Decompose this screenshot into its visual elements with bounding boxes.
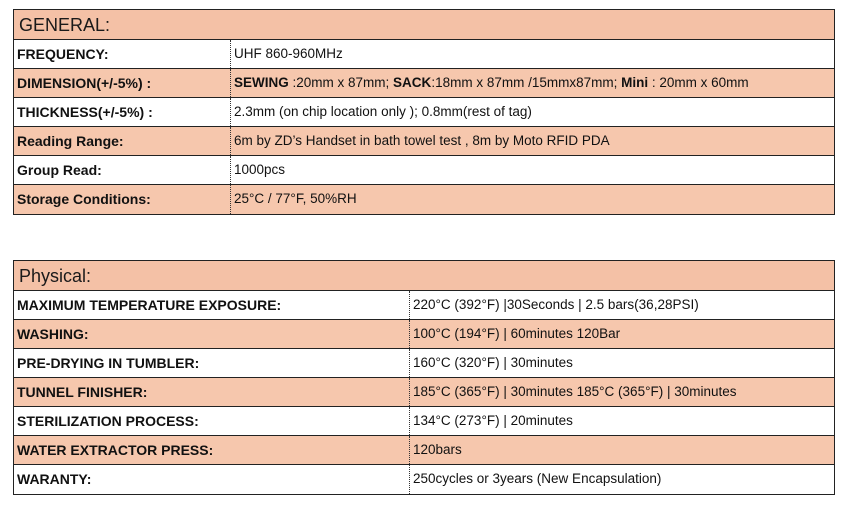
spec-label: TUNNEL FINISHER:: [14, 378, 410, 406]
spec-label: STERILIZATION PROCESS:: [14, 407, 410, 435]
spec-label: FREQUENCY:: [14, 40, 231, 68]
spec-value: 120bars: [413, 442, 462, 457]
spec-label: THICKNESS(+/-5%) :: [14, 98, 231, 126]
spec-label: Group Read:: [14, 156, 231, 184]
spec-label: WASHING:: [14, 320, 410, 348]
spec-value: 6m by ZD’s Handset in bath towel test , 8m by Moto RFID PDA: [234, 133, 610, 148]
spec-row-storage-conditions: [14, 185, 834, 214]
spec-row-tunnel-finisher: [14, 378, 834, 407]
spec-value: 1000pcs: [234, 162, 286, 177]
spec-value: 220°C (392°F) |30Seconds | 2.5 bars(36,28PSI): [413, 297, 699, 312]
spec-label: MAXIMUM TEMPERATURE EXPOSURE:: [14, 291, 410, 319]
spec-row-washing: [14, 320, 834, 349]
spec-label: WARANTY:: [14, 465, 410, 494]
spec-label: DIMENSION(+/-5%) :: [14, 69, 231, 97]
spec-value-part: SACK: [393, 75, 432, 90]
spec-value: UHF 860-960MHz: [234, 46, 343, 61]
spec-row-reading-range: [14, 127, 834, 156]
spec-value-part: :20mm x 87mm;: [288, 75, 394, 90]
spec-value: [231, 69, 834, 97]
spec-label: Reading Range:: [14, 127, 231, 155]
spec-value: 160°C (320°F) | 30minutes: [413, 355, 573, 370]
spec-row-max-temperature: [14, 291, 834, 320]
spec-label: PRE-DRYING IN TUMBLER:: [14, 349, 410, 377]
spec-value-part: : 20mm x 60mm: [648, 75, 749, 90]
spec-row-pre-drying: [14, 349, 834, 378]
spec-row-thickness: [14, 98, 834, 127]
spec-label: Storage Conditions:: [14, 185, 231, 214]
spec-value: 185°C (365°F) | 30minutes 185°C (365°F) | 30minutes: [413, 384, 737, 399]
spec-row-sterilization: [14, 407, 834, 436]
spec-row-frequency: [14, 40, 834, 69]
spec-row-water-extractor: [14, 436, 834, 465]
spec-value: 250cycles or 3years (New Encapsulation): [413, 471, 662, 486]
spec-row-warranty: [14, 465, 834, 494]
physical-section-title: Physical:: [14, 261, 834, 291]
spec-value: 134°C (273°F) | 20minutes: [413, 413, 573, 428]
spec-row-group-read: [14, 156, 834, 185]
spec-value-part: Mini: [621, 75, 649, 90]
spec-label: WATER EXTRACTOR PRESS:: [14, 436, 410, 464]
physical-spec-table: [13, 260, 835, 495]
spec-value-part: SEWING: [234, 75, 289, 90]
spec-value-part: :18mm x 87mm /15mmx87mm;: [431, 75, 622, 90]
general-spec-table: [13, 9, 835, 215]
spec-row-dimension: [14, 69, 834, 98]
spec-value: 25°C / 77°F, 50%RH: [234, 191, 357, 206]
spec-value: 100°C (194°F) | 60minutes 120Bar: [413, 326, 621, 341]
general-section-title: GENERAL:: [14, 10, 834, 40]
spec-value: 2.3mm (on chip location only ); 0.8mm(rest of tag): [234, 104, 532, 119]
